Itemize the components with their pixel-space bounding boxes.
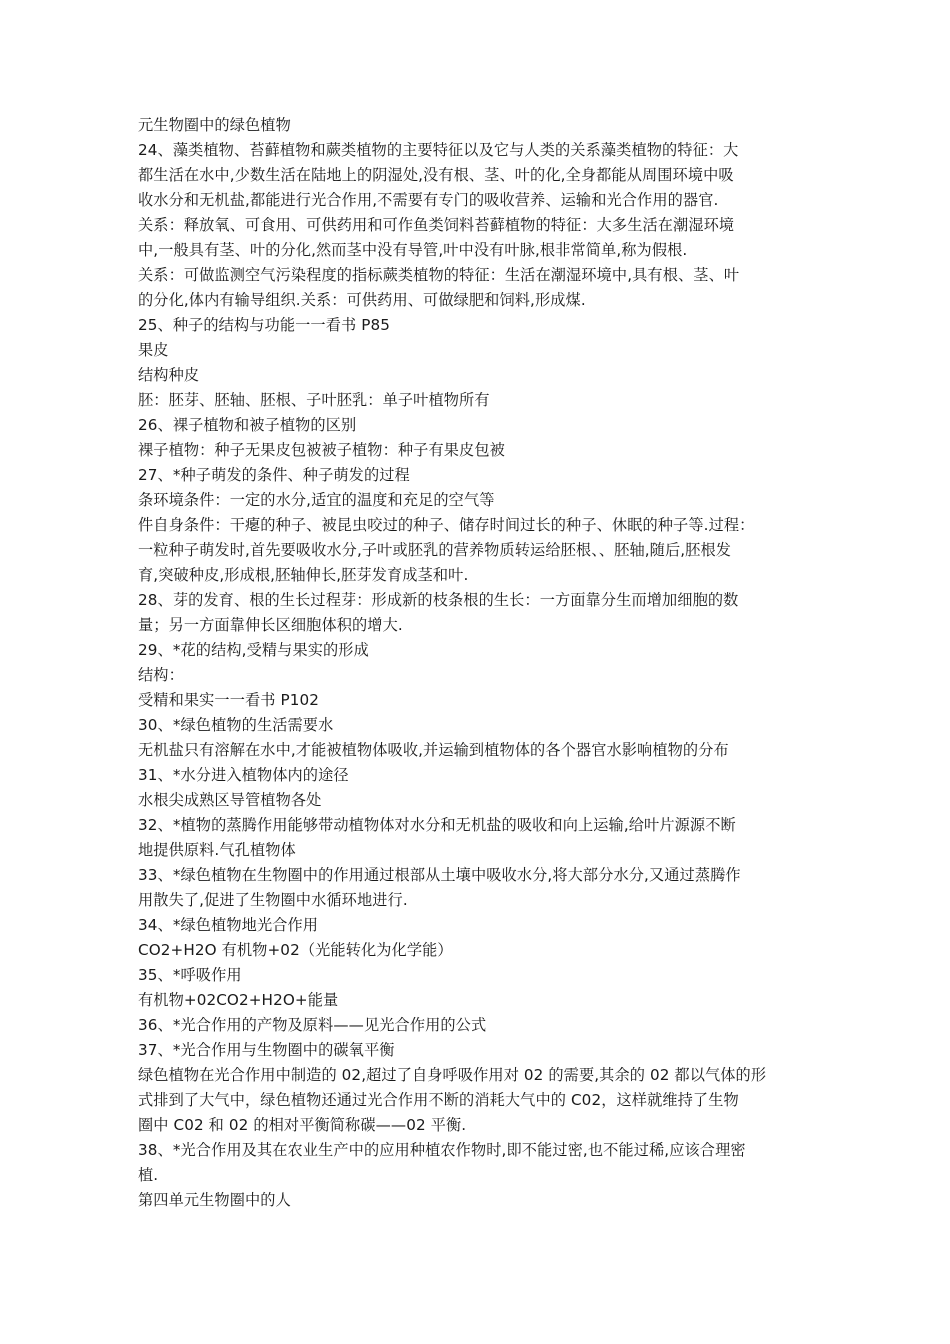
text-line: 中,一般具有茎、叶的分化,然而茎中没有导管,叶中没有叶脉,根非常简单,称为假根. — [138, 241, 688, 259]
text-line: 28、芽的发育、根的生长过程芽：形成新的枝条根的生长：一方面靠分生而增加细胞的数 — [138, 591, 739, 609]
text-line: 有机物+02CO2+H2O+能量 — [138, 991, 339, 1009]
text-line: 38、*光合作用及其在农业生产中的应用种植农作物时,即不能过密,也不能过稀,应该合理密 — [138, 1141, 746, 1159]
text-line: 结构： — [138, 666, 184, 684]
text-line: 结构种皮 — [138, 366, 200, 384]
text-line: 果皮 — [138, 341, 169, 359]
text-line: 36、*光合作用的产物及原料——见光合作用的公式 — [138, 1016, 487, 1034]
text-line: 33、*绿色植物在生物圈中的作用通过根部从土壤中吸收水分,将大部分水分,又通过蒸腾作 — [138, 866, 741, 884]
text-line: 绿色植物在光合作用中制造的 02,超过了自身呼吸作用对 02 的需要,其余的 02 都以气体的形 — [138, 1066, 767, 1084]
text-line: 都生活在水中,少数生活在陆地上的阴湿处,没有根、茎、叶的化,全身都能从周围环境中吸 — [138, 166, 734, 184]
text-line: 圈中 C02 和 02 的相对平衡简称碳——02 平衡. — [138, 1116, 467, 1134]
text-line: 件自身条件：干瘪的种子、被昆虫咬过的种子、储存时间过长的种子、休眠的种子等.过程： — [138, 516, 755, 534]
text-line: 35、*呼吸作用 — [138, 966, 242, 984]
text-line: 无机盐只有溶解在水中,才能被植物体吸收,并运输到植物体的各个器官水影响植物的分布 — [138, 741, 729, 759]
text-line: 26、裸子植物和被子植物的区别 — [138, 416, 357, 434]
text-line: 胚：胚芽、胚轴、胚根、子叶胚乳：单子叶植物所有 — [138, 391, 490, 409]
text-line: 元生物圈中的绿色植物 — [138, 116, 291, 134]
text-line: 裸子植物：种子无果皮包被被子植物：种子有果皮包被 — [138, 441, 505, 459]
text-line: 关系：可做监测空气污染程度的指标蕨类植物的特征：生活在潮湿环境中,具有根、茎、叶 — [138, 266, 740, 284]
text-line: 27、*种子萌发的条件、种子萌发的过程 — [138, 466, 410, 484]
text-line: 量；另一方面靠伸长区细胞体积的增大. — [138, 616, 403, 634]
text-line: 37、*光合作用与生物圈中的碳氧平衡 — [138, 1041, 395, 1059]
text-line: 25、种子的结构与功能一一看书 P85 — [138, 316, 390, 334]
text-line: 32、*植物的蒸腾作用能够带动植物体对水分和无机盐的吸收和向上运输,给叶片源源不断 — [138, 816, 736, 834]
text-line: 收水分和无机盐,都能进行光合作用,不需要有专门的吸收营养、运输和光合作用的器官. — [138, 191, 719, 209]
text-line: 水根尖成熟区导管植物各处 — [138, 791, 322, 809]
text-line: 植. — [138, 1166, 159, 1184]
text-line: 29、*花的结构,受精与果实的形成 — [138, 641, 369, 659]
text-line: 30、*绿色植物的生活需要水 — [138, 716, 334, 734]
text-line: 受精和果实一一看书 P102 — [138, 691, 320, 709]
text-line: 24、藻类植物、苔藓植物和蕨类植物的主要特征以及它与人类的关系藻类植物的特征：大 — [138, 141, 739, 159]
text-line: 第四单元生物圈中的人 — [138, 1191, 291, 1209]
text-line: 地提供原料.气孔植物体 — [138, 841, 296, 859]
text-line: 34、*绿色植物地光合作用 — [138, 916, 319, 934]
text-line: 用散失了,促进了生物圈中水循环地进行. — [138, 891, 408, 909]
text-line: 育,突破种皮,形成根,胚轴伸长,胚芽发育成茎和叶. — [138, 566, 469, 584]
text-line: 关系：释放氧、可食用、可供药用和可作鱼类饲料苔藓植物的特征：大多生活在潮湿环境 — [138, 216, 735, 234]
document-page — [138, 113, 818, 1213]
text-line: 一粒种子萌发时,首先要吸收水分,子叶或胚乳的营养物质转运给胚根、、胚轴,随后,胚根发 — [138, 541, 732, 559]
text-line: 的分化,体内有输导组织.关系：可供药用、可做绿肥和饲料,形成煤. — [138, 291, 586, 309]
text-line: CO2+H2O 有机物+02（光能转化为化学能） — [138, 941, 453, 959]
text-line: 式排到了大气中，绿色植物还通过光合作用不断的消耗大气中的 C02，这样就维持了生物 — [138, 1091, 739, 1109]
text-line: 条环境条件：一定的水分,适宜的温度和充足的空气等 — [138, 491, 495, 509]
text-line: 31、*水分进入植物体内的途径 — [138, 766, 349, 784]
